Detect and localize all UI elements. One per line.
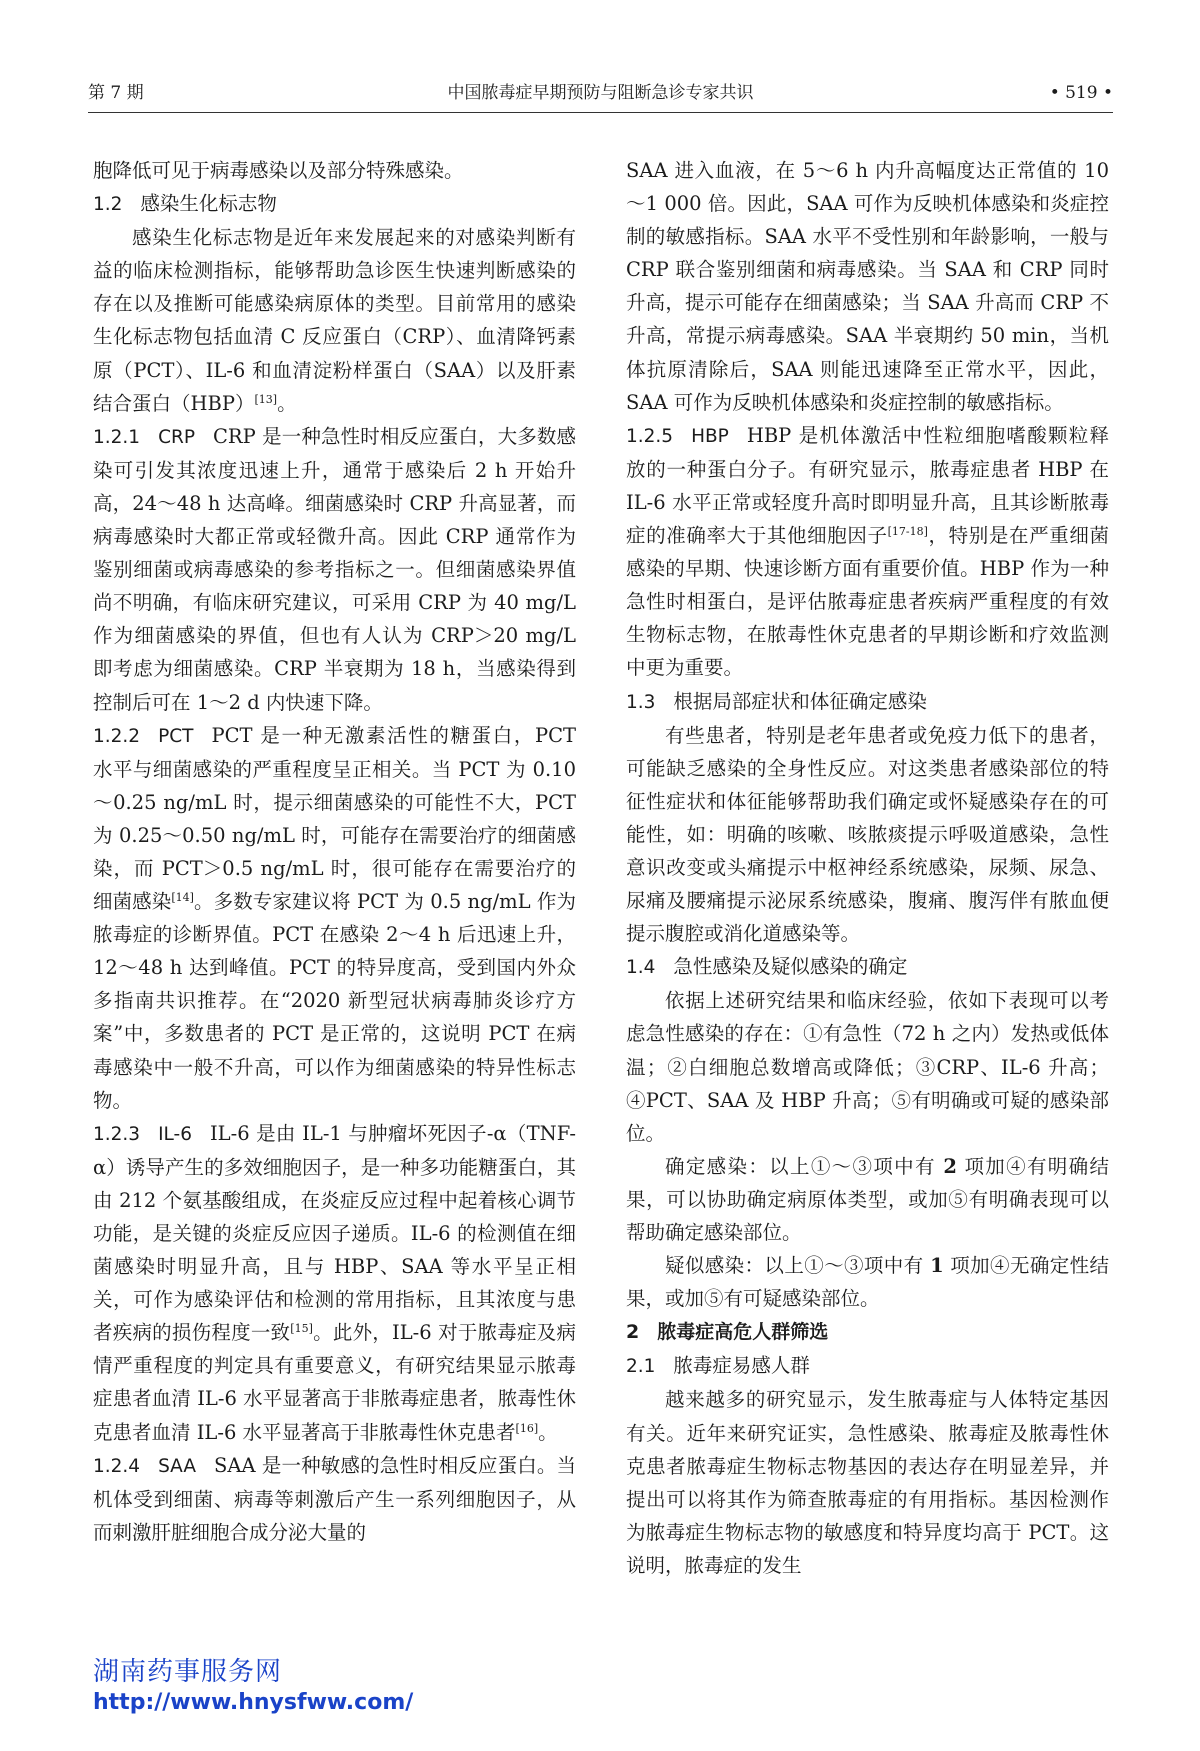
paragraph: 越来越多的研究显示，发生脓毒症与人体特定基因有关。近年来研究证实，急性感染、脓毒症及脓毒性休克患者脓毒症生物标志物基因的表达存在明显差异，并提出可以将其作为筛查脓毒症的有用指标。基因检测作为脓毒症生物标志物的敏感度和特异度均高于 PCT。这说明，脓毒症的发生 bbox=[626, 1388, 1109, 1577]
section-heading-2-1: 2.1 脓毒症易感人群 bbox=[626, 1354, 810, 1378]
section-heading-2: 2 脓毒症高危人群筛选 bbox=[626, 1321, 829, 1344]
subsection-1-2-5: 1.2.5 HBP HBP 是机体激活中性粒细胞嗜酸颗粒释放的一种蛋白分子。有研究显示，脓毒症患者 HBP 在 IL-6 水平正常或轻度升高时即明显升高，且其诊断脓毒症的准确率大于其他细胞因子[17-18]，特别是在严重细菌感染的早期、快速诊断方面有重要价值。HBP 作为一种急性时相蛋白，是评估脓毒症患者疾病严重程度的有效生物标志物，在脓毒性休克患者的早期诊断和疗效监测中更为重要。 bbox=[626, 423, 1109, 680]
subsection-1-2-3: 1.2.3 IL-6 IL-6 是由 IL-1 与肿瘤坏死因子-α（TNF-α）诱导产生的多效细胞因子，是一种多功能糖蛋白，其由 212 个氨基酸组成，在炎症反应过程中起着核心调节功能，是关键的炎症反应因子递质。IL-6 的检测值在细菌感染时明显升高，且与 HBP、SAA 等水平呈正相关，可作为感染评估和检测的常用指标，且其浓度与患者疾病的损伤程度一致[15]。此外，IL-6 对于脓毒症及病情严重程度的判定具有重要意义，有研究结果显示脓毒症患者血清 IL-6 水平显著高于非脓毒症患者，脓毒性休克患者血清 IL-6 水平显著高于非脓毒性休克患者[16]。 bbox=[93, 1121, 576, 1444]
paragraph: 胞降低可见于病毒感染以及部分特殊感染。 bbox=[93, 159, 464, 182]
subsection-1-2-4: 1.2.4 SAA SAA 是一种敏感的急性时相反应蛋白。当机体受到细菌、病毒等刺激后产生一系列细胞因子，从而刺激肝脏细胞合成分泌大量的 bbox=[93, 1453, 576, 1544]
citation: [17-18] bbox=[887, 525, 928, 539]
watermark-site-name: 湖南药事服务网 bbox=[93, 1657, 283, 1687]
right-column bbox=[626, 154, 1109, 1639]
citation: [14] bbox=[171, 891, 194, 905]
subsection-1-2-2: 1.2.2 PCT PCT 是一种无激素活性的糖蛋白，PCT 水平与细菌感染的严重程度呈正相关。当 PCT 为 0.10～0.25 ng/mL 时，提示细菌感染的可能性不大，PCT 为 0.25～0.50 ng/mL 时，可能存在需要治疗的细菌感染，而 PCT＞0.5 ng/mL 时，很可能存在需要治疗的细菌感染[14]。多数专家建议将 PCT 为 0.5 ng/mL 作为脓毒症的诊断界值。PCT 在感染 2～4 h 后迅速上升，12～48 h 达到峰值。PCT 的特异度高，受到国内外众多指南共识推荐。在“2020 新型冠状病毒肺炎诊疗方案”中，多数患者的 PCT 是正常的，这说明 PCT 在病毒感染中一般不升高，可以作为细菌感染的特异性标志物。 bbox=[93, 723, 576, 1112]
citation: [16] bbox=[515, 1421, 539, 1435]
subsection-1-2-1: 1.2.1 CRP CRP 是一种急性时相反应蛋白，大多数感染可引发其浓度迅速上升，通常于感染后 2 h 开始升高，24～48 h 达高峰。细菌感染时 CRP 升高显著，而病毒感染时大都正常或轻微升高。因此 CRP 通常作为鉴别细菌或病毒感染的参考指标之一。但细菌感染界值尚不明确，有临床研究建议，可采用 CRP 为 40 mg/L 作为细菌感染的界值，但也有人认为 CRP＞20 mg/L 即考虑为细菌感染。CRP 半衰期为 18 h，当感染得到控制后可在 1～2 d 内快速下降。 bbox=[93, 424, 576, 714]
section-heading-1-2: 1.2 感染生化标志物 bbox=[93, 192, 277, 216]
section-heading-1-4: 1.4 急性感染及疑似感染的确定 bbox=[626, 955, 908, 979]
paragraph: SAA 进入血液，在 5～6 h 内升高幅度达正常值的 10～1 000 倍。因此，SAA 可作为反映机体感染和炎症控制的敏感指标。SAA 水平不受性别和年龄影响，一般与 CRP 联合鉴别细菌和病毒感染。当 SAA 和 CRP 同时升高，提示可能存在细菌感染；当 SAA 升高而 CRP 不升高，常提示病毒感染。SAA 半衰期约 50 min，当机体抗原清除后，SAA 则能迅速降至正常水平，因此，SAA 可作为反映机体感染和炎症控制的敏感指标。 bbox=[626, 159, 1109, 414]
citation: [13] bbox=[254, 392, 278, 406]
page-number: • 519 • bbox=[1049, 83, 1113, 103]
paragraph: 有些患者，特别是老年患者或免疫力低下的患者，可能缺乏感染的全身性反应。对这类患者感染部位的特征性症状和体征能够帮助我们确定或怀疑感染存在的可能性，如：明确的咳嗽、咳脓痰提示呼吸道感染，急性意识改变或头痛提示中枢神经系统感染，尿频、尿急、尿痛及腰痛提示泌尿系统感染，腹痛、腹泻伴有脓血便提示腹腔或消化道感染等。 bbox=[626, 723, 1109, 946]
paragraph: 感染生化标志物是近年来发展起来的对感染判断有益的临床检测指标，能够帮助急诊医生快速判断感染的存在以及推断可能感染病原体的类型。目前常用的感染生化标志物包括血清 C 反应蛋白（CRP）、血清降钙素原（PCT）、IL-6 和血清淀粉样蛋白（SAA）以及肝素结合蛋白（HBP）[13]。 bbox=[93, 226, 576, 415]
paragraph-suspected-infection: 疑似感染：以上①～③项中有 1 项加④无确定性结果，或加⑤有可疑感染部位。 bbox=[626, 1254, 1109, 1311]
header-rule bbox=[88, 112, 1113, 113]
paragraph: 依据上述研究结果和临床经验，依如下表现可以考虑急性感染的存在：①有急性（72 h 之内）发热或低体温；②白细胞总数增高或降低；③CRP、IL-6 升高；④PCT、SAA 及 HBP 升高；⑤有明确或可疑的感染部位。 bbox=[626, 989, 1109, 1145]
left-column bbox=[93, 154, 576, 1639]
watermark bbox=[93, 1656, 413, 1718]
running-header bbox=[88, 80, 1113, 106]
paragraph-confirmed-infection: 确定感染：以上①～③项中有 2 项加④有明确结果，可以协助确定病原体类型，或加⑤有明确表现可以帮助确定感染部位。 bbox=[626, 1154, 1109, 1244]
section-heading-1-3: 1.3 根据局部症状和体征确定感染 bbox=[626, 689, 927, 713]
issue-number: 第 7 期 bbox=[88, 83, 144, 103]
watermark-url[interactable]: http://www.hnysfww.com/ bbox=[93, 1690, 414, 1715]
citation: [15] bbox=[290, 1322, 313, 1336]
journal-title: 中国脓毒症早期预防与阻断急诊专家共识 bbox=[447, 83, 754, 103]
